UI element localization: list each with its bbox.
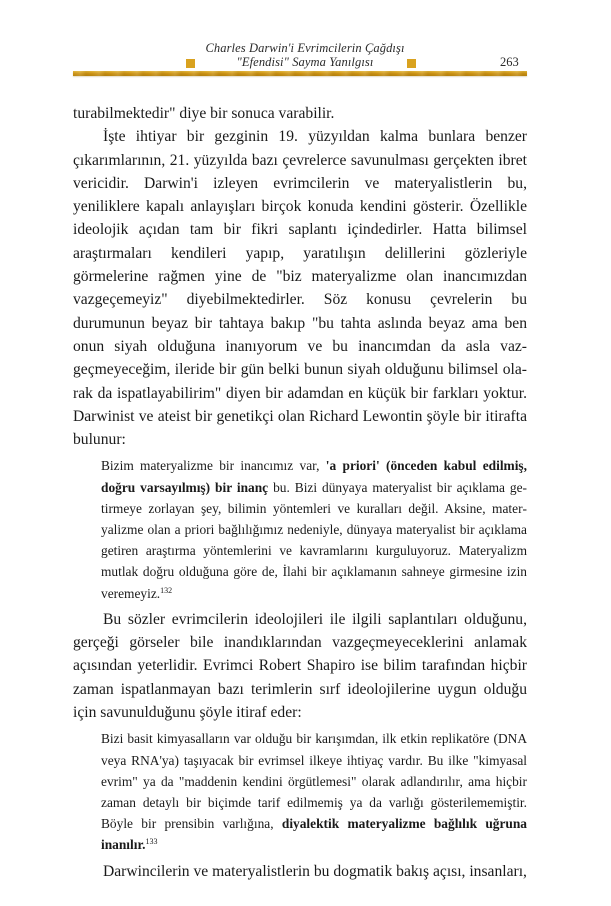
paragraph-shapiro: Bu sözler evrimcilerin ideolojileri ile ilgili saplantıları olduğunu, gerçeği görseler bile inandıklarından vazgeçmeyeceklerini anlamak açısından yeterlidir. Evrimci Robert Shapiro ise bilim tarafından hiçbir zaman ispatlanmayan bazı terimlerin sırf ideolojilerine uygun olduğu için savunulduğunu şöyle itiraf eder: — [73, 610, 527, 722]
quote-text: bu. Bizi dünyaya materyalist bir açıklama getirmeye zorlayan şey, bilimin yöntemleri ve kuralları değil. Aksine, materyalizme olan a priori bağlılığımız nedeniyle, dünyaya materyalist bir açıklama getiren araştırma yöntemlerini ve kavramlarını kurguluyoruz. Materyalizm mutlak doğru olduğuna göre de, İlahi bir açıklamanın sahneye girmesine izin veremeyiz. — [101, 479, 527, 601]
footnote-ref-133[interactable]: 133 — [145, 837, 158, 847]
blockquote-lewontin — [101, 455, 527, 603]
footnote-ref-132[interactable]: 132 — [160, 585, 173, 595]
quote-text: Bizim materyalizme bir inancımız var, — [101, 458, 326, 474]
header-square-left-icon — [186, 59, 195, 68]
paragraph-continuation: turabilmektedir" diye bir sonuca varabilir. — [73, 105, 335, 122]
header-title-line-2: "Efendisi" Sayma Yanılgısı — [236, 55, 374, 69]
running-header-title — [200, 41, 410, 69]
paragraph-dogmatik: Darwincilerin ve materyalistlerin bu dogmatik bakış açısı, insanları, — [103, 862, 527, 880]
quote-bold-text: diyalektik materyalizme bağlılık uğruna inanılır. — [101, 816, 528, 853]
page-number: 263 — [500, 55, 519, 69]
header-square-right-icon — [407, 59, 416, 68]
running-header — [0, 0, 611, 80]
quote-bold-text: 'a priori' (önceden kabul edilmiş, doğru varsayılmış) bir inanç — [101, 458, 527, 495]
page-body — [73, 102, 527, 883]
blockquote-shapiro — [101, 728, 527, 855]
header-divider-rule — [73, 71, 527, 76]
paragraph-ihtiyar-gezgin: İşte ihtiyar bir gezginin 19. yüzyıldan kalma bunlara benzer çıkarımlarının, 21. yüzyılda bazı çevrelerce savunulması gerçekten ibret vericidir. Darwin'i izleyen evrimcilerin ve materyalistlerin bu, yeniliklere kapalı anlayışları birçok konuda kendini gösterir. Özellikle ideolojik açıdan tam bir fikri saplantı içindedirler. Hatta bilimsel araştırmaları kendileri yapıp, yaratılışın delillerini gözleriyle görmelerine rağmen yine de "biz materyalizme olan inancımızdan vazgeçemeyiz" diyebilmektedirler. Söz konusu çevrelerin bu durumunun beyaz bir tahtaya bakıp "bu tahta aslında beyaz ama ben onun siyah olduğuna inanıyorum ve bu inancımdan da asla vazgeçmeyeceğim, ileride bir gün belki bunun siyah olduğunu bilimsel olarak da ispatlayabilirim" diyen bir adamdan en küçük bir farkları yoktur. Darwinist ve ateist bir genetikçi olan Richard Lewontin şöyle bir itirafta bulunur: — [73, 128, 527, 449]
header-title-line-1: Charles Darwin'i Evrimcilerin Çağdışı — [205, 41, 405, 55]
quote-text: Bizi basit kimyasalların var olduğu bir karışımdan, ilk etkin replikatöre (DNA veya RNA'ya) taşıyacak bir evrimsel ilkeye ihtiyaç vardır. Bu ilke "kimyasal evrim" ya da "maddenin kendini örgütlemesi" olarak adlandırılır, ama hiçbir zaman detaylı bir biçimde tarif edilmemiş ya da varlığı gösterilememiştir. Böyle bir prensibin varlığına, — [101, 731, 527, 832]
